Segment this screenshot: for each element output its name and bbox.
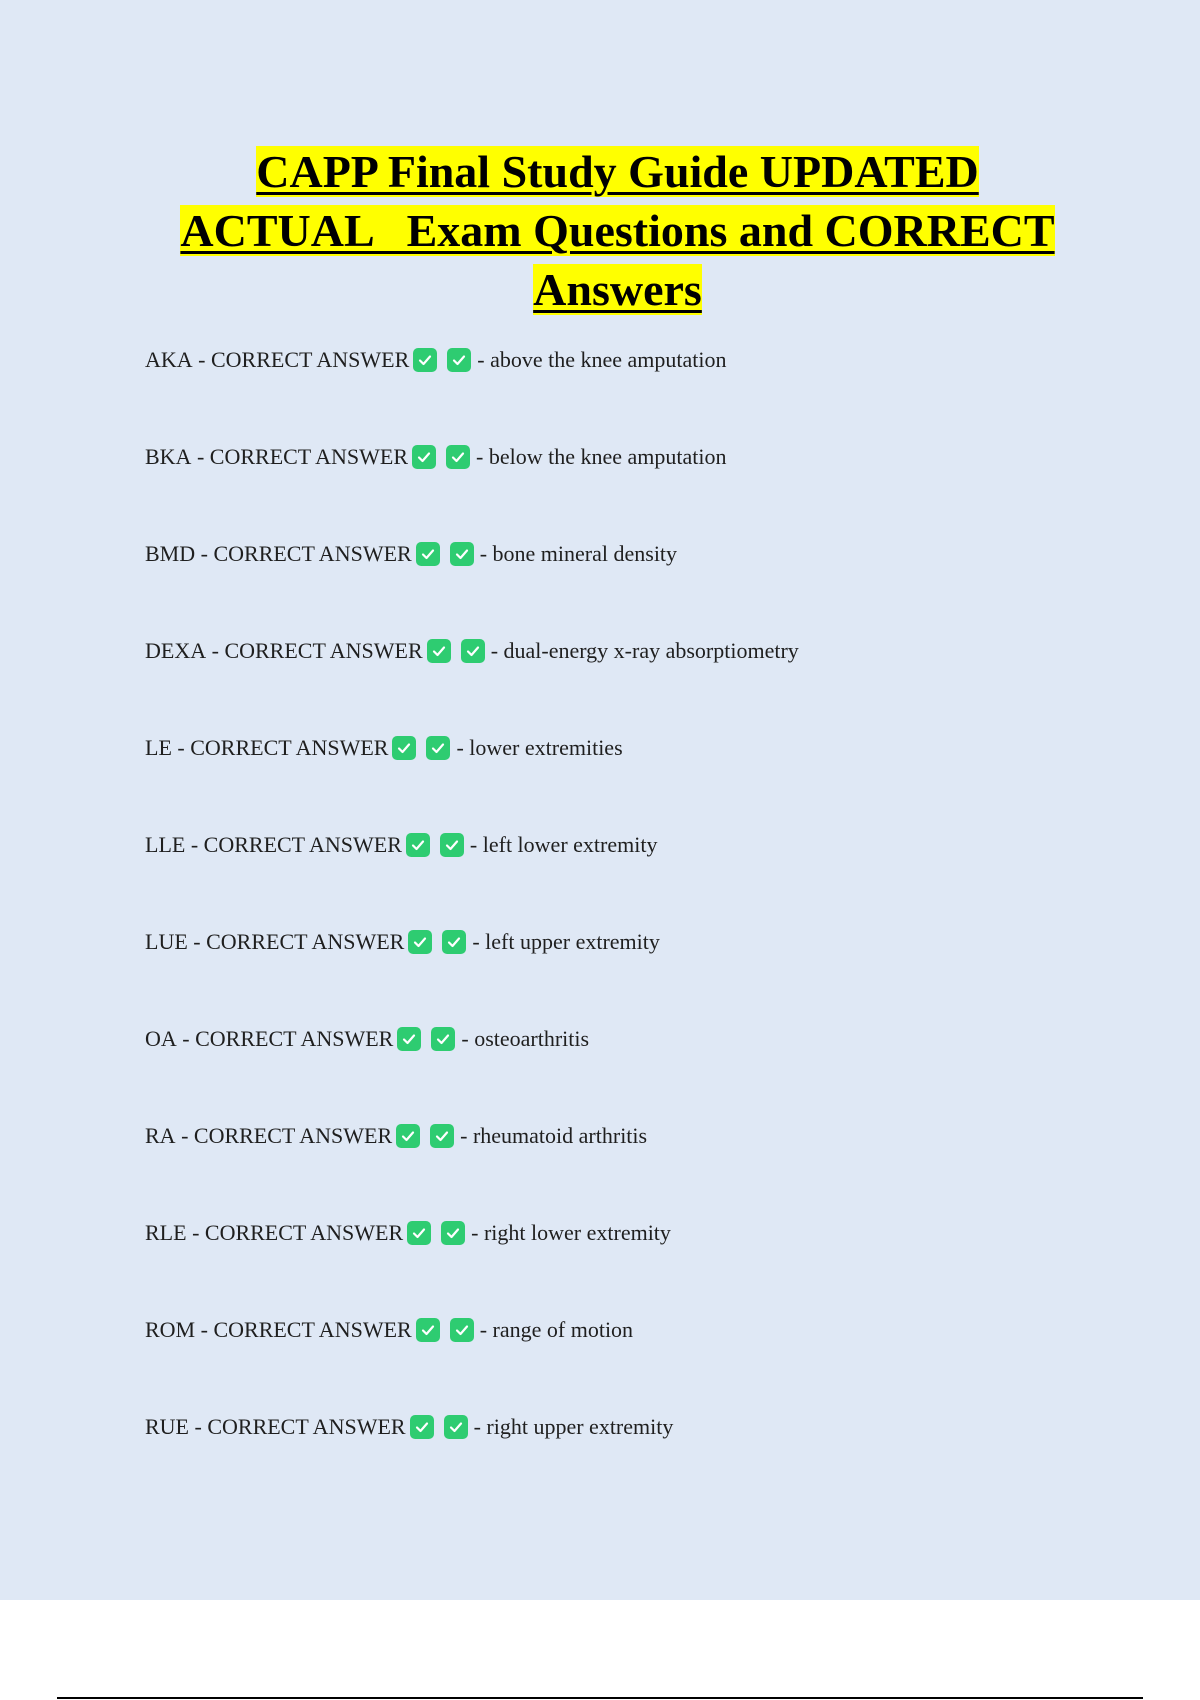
qa-answer-text: left upper extremity (485, 929, 660, 954)
green-check-mark-icon (410, 1415, 434, 1439)
qa-item (145, 830, 657, 860)
qa-answer: - below the knee amputation (476, 444, 727, 469)
green-check-mark-icon (450, 542, 474, 566)
qa-answer: - left lower extremity (469, 832, 658, 857)
qa-item (145, 1121, 647, 1151)
qa-item (145, 1412, 673, 1442)
correct-answer-label: CORRECT ANSWER (213, 541, 412, 566)
green-check-mark-icon (392, 736, 416, 760)
qa-separator: - (175, 1123, 194, 1148)
qa-answer: - above the knee amputation (477, 347, 727, 372)
title-line-3: Answers (533, 264, 702, 315)
qa-term: LE (145, 735, 172, 760)
correct-answer-label: CORRECT ANSWER (224, 638, 423, 663)
correct-answer-label: CORRECT ANSWER (206, 929, 405, 954)
green-check-mark-icon (446, 445, 470, 469)
qa-separator: - (206, 638, 225, 663)
qa-answer-text: dual-energy x-ray absorptiometry (503, 638, 799, 663)
qa-answer-text: above the knee amputation (490, 347, 727, 372)
qa-separator: - (189, 1414, 208, 1439)
green-check-mark-icon (442, 930, 466, 954)
qa-answer: - bone mineral density (479, 541, 678, 566)
qa-answer-text: right lower extremity (483, 1220, 671, 1245)
qa-answer: - lower extremities (456, 735, 623, 760)
qa-answer: - dual-energy x-ray absorptiometry (490, 638, 799, 663)
green-check-mark-icon (396, 1124, 420, 1148)
qa-term: LLE (145, 832, 186, 857)
qa-separator: - (186, 1220, 205, 1245)
qa-item (145, 636, 799, 666)
green-check-mark-icon (441, 1221, 465, 1245)
qa-term: AKA (145, 347, 193, 372)
green-check-mark-icon (447, 348, 471, 372)
qa-answer: - range of motion (479, 1317, 634, 1342)
document-title (100, 142, 1135, 319)
green-check-mark-icon (416, 1318, 440, 1342)
qa-item (145, 539, 677, 569)
qa-item (145, 1315, 633, 1345)
green-check-mark-icon (397, 1027, 421, 1051)
qa-separator: - (191, 444, 210, 469)
green-check-mark-icon (407, 1221, 431, 1245)
qa-answer-text: range of motion (492, 1317, 634, 1342)
green-check-mark-icon (440, 833, 464, 857)
green-check-mark-icon (412, 445, 436, 469)
correct-answer-label: CORRECT ANSWER (204, 1220, 404, 1245)
qa-item (145, 442, 727, 472)
qa-item (145, 1218, 671, 1248)
qa-answer: - right lower extremity (471, 1220, 671, 1245)
qa-term: BMD (145, 541, 196, 566)
correct-answer-label: CORRECT ANSWER (203, 832, 402, 857)
qa-term: RUE (145, 1414, 189, 1439)
qa-term: LUE (145, 929, 188, 954)
correct-answer-label: CORRECT ANSWER (193, 1123, 393, 1148)
green-check-mark-icon (406, 833, 430, 857)
qa-term: BKA (145, 444, 192, 469)
qa-answer-text: right upper extremity (486, 1414, 674, 1439)
qa-item (145, 1024, 589, 1054)
green-check-mark-icon (444, 1415, 468, 1439)
qa-separator: - (195, 1317, 214, 1342)
qa-answer-text: bone mineral density (492, 541, 678, 566)
qa-term: RA (145, 1123, 176, 1148)
correct-answer-label: CORRECT ANSWER (213, 1317, 412, 1342)
correct-answer-label: CORRECT ANSWER (195, 1026, 394, 1051)
title-line-1: CAPP Final Study Guide UPDATED (256, 146, 979, 197)
qa-term: RLE (145, 1220, 187, 1245)
green-check-mark-icon (426, 736, 450, 760)
green-check-mark-icon (431, 1027, 455, 1051)
qa-term: OA (145, 1026, 177, 1051)
correct-answer-label: CORRECT ANSWER (190, 735, 389, 760)
qa-item (145, 733, 623, 763)
qa-answer-text: osteoarthritis (474, 1026, 590, 1051)
qa-separator: - (195, 541, 214, 566)
qa-answer-text: left lower extremity (482, 832, 658, 857)
qa-separator: - (192, 347, 211, 372)
qa-item (145, 345, 727, 375)
correct-answer-label: CORRECT ANSWER (209, 444, 409, 469)
title-line-2: ACTUAL Exam Questions and CORRECT (180, 205, 1055, 256)
green-check-mark-icon (427, 639, 451, 663)
green-check-mark-icon (461, 639, 485, 663)
qa-answer-text: below the knee amputation (488, 444, 727, 469)
qa-term: DEXA (145, 638, 207, 663)
footer-divider (57, 1697, 1143, 1699)
qa-answer: - osteoarthritis (461, 1026, 590, 1051)
qa-answer-text: rheumatoid arthritis (472, 1123, 648, 1148)
green-check-mark-icon (430, 1124, 454, 1148)
qa-term: ROM (145, 1317, 196, 1342)
qa-answer-text: lower extremities (469, 735, 623, 760)
qa-answer: - right upper extremity (473, 1414, 674, 1439)
qa-separator: - (171, 735, 191, 760)
qa-separator: - (187, 929, 207, 954)
green-check-mark-icon (450, 1318, 474, 1342)
green-check-mark-icon (413, 348, 437, 372)
correct-answer-label: CORRECT ANSWER (211, 347, 410, 372)
green-check-mark-icon (408, 930, 432, 954)
qa-separator: - (176, 1026, 196, 1051)
qa-item (145, 927, 660, 957)
correct-answer-label: CORRECT ANSWER (207, 1414, 406, 1439)
qa-separator: - (185, 832, 204, 857)
qa-answer: - left upper extremity (472, 929, 660, 954)
qa-answer: - rheumatoid arthritis (460, 1123, 648, 1148)
green-check-mark-icon (416, 542, 440, 566)
